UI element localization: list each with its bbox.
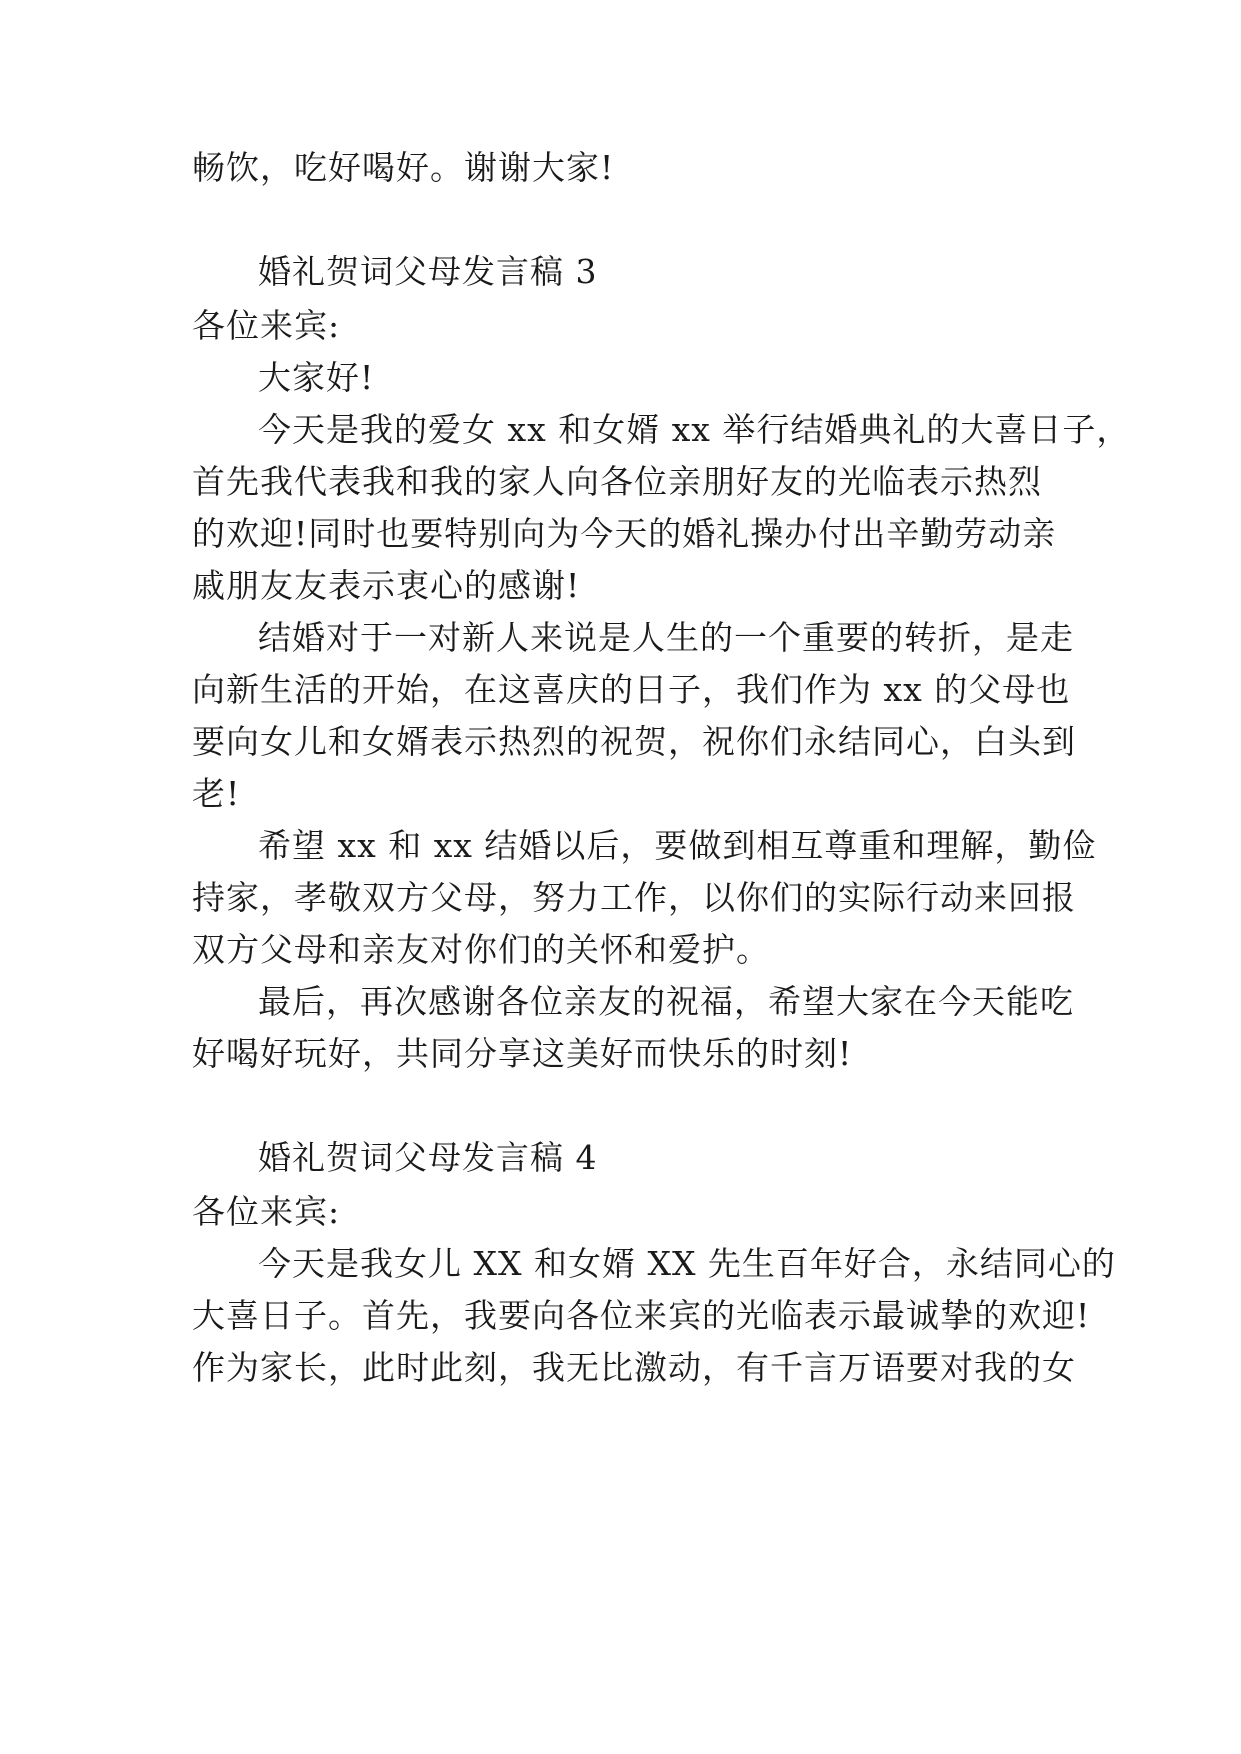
paragraph-line: 今天是我女儿 XX 和女婿 XX 先生百年好合，永结同心的 xyxy=(258,1244,1116,1283)
paragraph-line: 戚朋友友表示衷心的感谢! xyxy=(192,566,581,605)
paragraph-line: 的欢迎!同时也要特别向为今天的婚礼操办付出辛勤劳动亲 xyxy=(192,514,1057,553)
paragraph-line: 畅饮，吃好喝好。谢谢大家! xyxy=(192,148,615,187)
paragraph-line: 持家，孝敬双方父母，努力工作，以你们的实际行动来回报 xyxy=(192,878,1076,917)
paragraph-line: 首先我代表我和我的家人向各位亲朋好友的光临表示热烈 xyxy=(192,462,1042,501)
paragraph-line: 希望 xx 和 xx 结婚以后，要做到相互尊重和理解，勤俭 xyxy=(258,826,1097,865)
paragraph-line: 双方父母和亲友对你们的关怀和爱护。 xyxy=(192,930,770,969)
paragraph-line: 结婚对于一对新人来说是人生的一个重要的转折，是走 xyxy=(258,618,1074,657)
salutation: 各位来宾: xyxy=(192,306,341,345)
paragraph-line: 老! xyxy=(192,774,241,813)
section-heading: 婚礼贺词父母发言稿 4 xyxy=(258,1138,598,1177)
paragraph-line: 最后，再次感谢各位亲友的祝福，希望大家在今天能吃 xyxy=(258,982,1074,1021)
salutation: 各位来宾: xyxy=(192,1192,341,1231)
paragraph-line: 要向女儿和女婿表示热烈的祝贺，祝你们永结同心，白头到 xyxy=(192,722,1076,761)
paragraph-line: 向新生活的开始，在这喜庆的日子，我们作为 xx 的父母也 xyxy=(192,670,1071,709)
paragraph-line: 好喝好玩好，共同分享这美好而快乐的时刻! xyxy=(192,1034,853,1073)
greeting: 大家好! xyxy=(258,358,375,397)
paragraph-line: 大喜日子。首先，我要向各位来宾的光临表示最诚挚的欢迎! xyxy=(192,1296,1091,1335)
section-heading: 婚礼贺词父母发言稿 3 xyxy=(258,252,598,291)
paragraph-line: 作为家长，此时此刻，我无比激动，有千言万语要对我的女 xyxy=(192,1348,1076,1387)
paragraph-line: 今天是我的爱女 xx 和女婿 xx 举行结婚典礼的大喜日子， xyxy=(258,410,1131,449)
